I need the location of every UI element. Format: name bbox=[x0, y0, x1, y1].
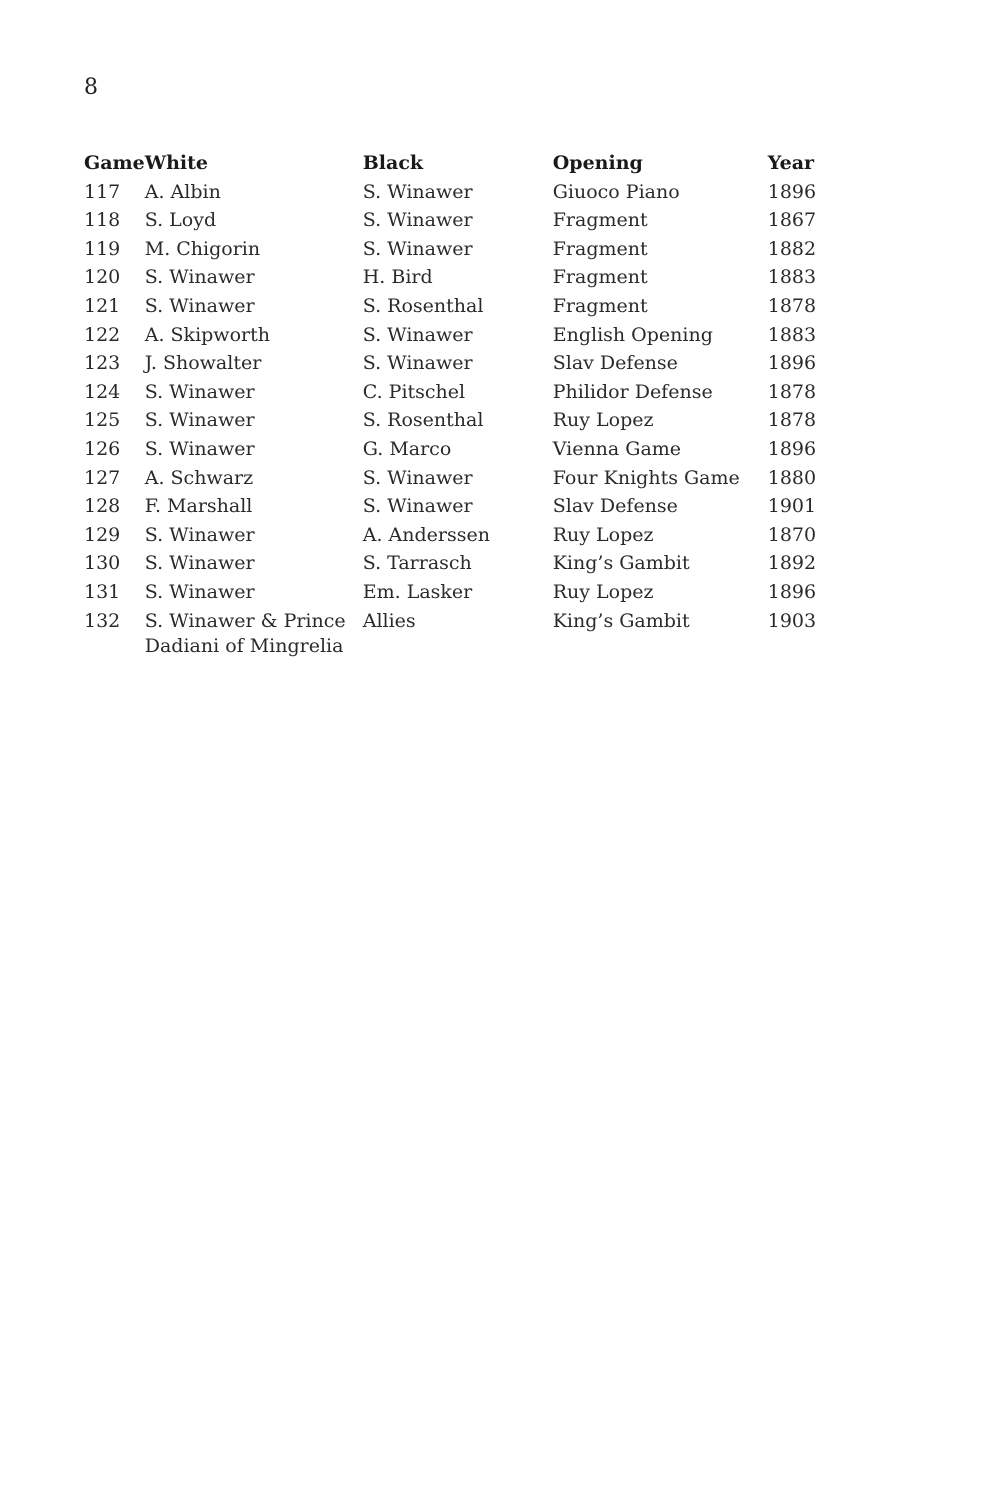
cell-opening: King’s Gambit bbox=[552, 552, 690, 575]
cell-game: 118 bbox=[84, 209, 121, 232]
cell-black: Em. Lasker bbox=[362, 580, 473, 603]
cell-game: 130 bbox=[84, 552, 121, 575]
cell-white: A. Albin bbox=[144, 180, 221, 203]
cell-black: S. Winawer bbox=[362, 495, 473, 518]
cell-white: A. Skipworth bbox=[144, 323, 270, 346]
cell-white: S. Winawer bbox=[144, 552, 255, 575]
header-black: Black bbox=[362, 152, 424, 174]
cell-opening: King’s Gambit bbox=[552, 609, 690, 632]
cell-game: 121 bbox=[84, 294, 121, 317]
cell-game: 125 bbox=[84, 409, 121, 432]
cell-opening: Ruy Lopez bbox=[552, 409, 654, 432]
cell-black: C. Pitschel bbox=[362, 380, 466, 403]
cell-white: S. Loyd bbox=[144, 209, 217, 232]
cell-game: 127 bbox=[84, 466, 121, 489]
cell-game: 132 bbox=[84, 609, 121, 632]
cell-game: 128 bbox=[84, 495, 121, 518]
cell-white: J. Showalter bbox=[144, 352, 262, 375]
cell-black: S. Winawer bbox=[362, 352, 473, 375]
cell-game: 122 bbox=[84, 323, 121, 346]
cell-game: 124 bbox=[84, 380, 121, 403]
cell-game: 117 bbox=[84, 180, 121, 203]
cell-black: S. Winawer bbox=[362, 209, 473, 232]
cell-game: 119 bbox=[84, 237, 121, 260]
cell-white: F. Marshall bbox=[144, 495, 253, 518]
cell-black: G. Marco bbox=[362, 437, 452, 460]
cell-white: M. Chigorin bbox=[144, 237, 261, 260]
cell-opening: Fragment bbox=[552, 294, 648, 317]
cell-year: 1903 bbox=[767, 609, 817, 632]
cell-year: 1896 bbox=[767, 352, 817, 375]
cell-white: S. Winawer bbox=[144, 294, 255, 317]
cell-game: 126 bbox=[84, 437, 121, 460]
cell-white: S. Winawer & Prince Dadiani of Mingrelia bbox=[144, 609, 346, 657]
cell-black: S. Winawer bbox=[362, 466, 473, 489]
cell-white: S. Winawer bbox=[144, 266, 255, 289]
table-row bbox=[84, 435, 828, 464]
cell-year: 1870 bbox=[767, 523, 817, 546]
table-row bbox=[84, 263, 828, 292]
cell-year: 1880 bbox=[767, 466, 817, 489]
cell-year: 1867 bbox=[767, 209, 817, 232]
header-white: White bbox=[144, 152, 208, 174]
cell-white: S. Winawer bbox=[144, 580, 255, 603]
cell-black: S. Tarrasch bbox=[362, 552, 472, 575]
cell-opening: Slav Defense bbox=[552, 495, 678, 518]
cell-opening: Fragment bbox=[552, 209, 648, 232]
cell-opening: Fragment bbox=[552, 266, 648, 289]
cell-year: 1892 bbox=[767, 552, 817, 575]
cell-game: 131 bbox=[84, 580, 121, 603]
cell-black: S. Winawer bbox=[362, 180, 473, 203]
cell-year: 1896 bbox=[767, 580, 817, 603]
table-row bbox=[84, 521, 828, 550]
cell-year: 1882 bbox=[767, 237, 817, 260]
header-game: Game bbox=[84, 152, 145, 174]
cell-black: S. Rosenthal bbox=[362, 294, 484, 317]
cell-opening: Four Knights Game bbox=[552, 466, 740, 489]
cell-opening: Slav Defense bbox=[552, 352, 678, 375]
cell-black: S. Winawer bbox=[362, 323, 473, 346]
table-row bbox=[84, 492, 828, 521]
header-opening: Opening bbox=[552, 152, 643, 174]
cell-black: H. Bird bbox=[362, 266, 433, 289]
cell-year: 1896 bbox=[767, 180, 817, 203]
cell-black: S. Rosenthal bbox=[362, 409, 484, 432]
page-number: 8 bbox=[84, 75, 98, 100]
cell-game: 123 bbox=[84, 352, 121, 375]
table-row bbox=[84, 607, 828, 659]
header-year: Year bbox=[767, 152, 815, 174]
table-header-row bbox=[84, 149, 828, 178]
cell-opening: Philidor Defense bbox=[552, 380, 713, 403]
cell-year: 1896 bbox=[767, 437, 817, 460]
table-row bbox=[84, 378, 828, 407]
cell-black: S. Winawer bbox=[362, 237, 473, 260]
table-row bbox=[84, 321, 828, 350]
table-row bbox=[84, 235, 828, 264]
cell-white: S. Winawer bbox=[144, 409, 255, 432]
cell-white: S. Winawer bbox=[144, 380, 255, 403]
table-row bbox=[84, 578, 828, 607]
cell-year: 1878 bbox=[767, 409, 817, 432]
cell-year: 1901 bbox=[767, 495, 817, 518]
cell-black: A. Anderssen bbox=[362, 523, 490, 546]
cell-opening: Ruy Lopez bbox=[552, 580, 654, 603]
cell-black: Allies bbox=[362, 609, 416, 632]
cell-year: 1878 bbox=[767, 294, 817, 317]
cell-year: 1883 bbox=[767, 323, 817, 346]
cell-white: A. Schwarz bbox=[144, 466, 254, 489]
cell-opening: Giuoco Piano bbox=[552, 180, 680, 203]
cell-opening: Vienna Game bbox=[552, 437, 682, 460]
cell-white: S. Winawer bbox=[144, 523, 255, 546]
cell-game: 129 bbox=[84, 523, 121, 546]
table-row bbox=[84, 464, 828, 493]
table-row bbox=[84, 349, 828, 378]
table-row bbox=[84, 406, 828, 435]
cell-game: 120 bbox=[84, 266, 121, 289]
cell-opening: Ruy Lopez bbox=[552, 523, 654, 546]
table-row bbox=[84, 178, 828, 207]
games-table bbox=[84, 149, 828, 659]
cell-opening: English Opening bbox=[552, 323, 713, 346]
table-row bbox=[84, 206, 828, 235]
cell-white: S. Winawer bbox=[144, 437, 255, 460]
cell-opening: Fragment bbox=[552, 237, 648, 260]
cell-year: 1878 bbox=[767, 380, 817, 403]
table-row bbox=[84, 549, 828, 578]
cell-year: 1883 bbox=[767, 266, 817, 289]
table-row bbox=[84, 292, 828, 321]
